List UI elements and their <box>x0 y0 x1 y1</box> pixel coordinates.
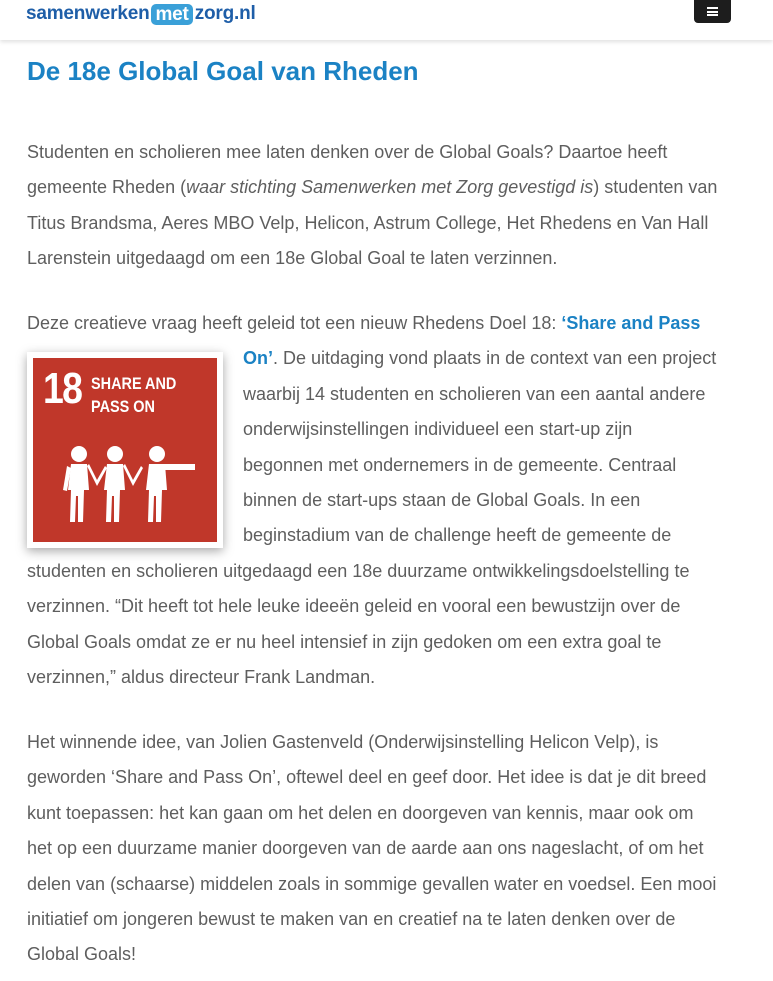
logo-part-met: met <box>151 4 192 25</box>
text-line: Larenstein uitgedaagd om een 18e Global Goal te laten verzinnen. <box>27 248 558 269</box>
site-logo[interactable] <box>26 3 256 25</box>
logo-part-zorg: zorg.nl <box>194 3 256 24</box>
text-line: delen van (schaarse) middelen zoals in sommige gevallen water en voedsel. Een mooi <box>27 873 717 894</box>
goal-18-image <box>27 352 223 548</box>
menu-button[interactable] <box>694 0 731 23</box>
text-line: verzinnen. “Dit heeft tot hele leuke ideeën geleid en vooral een bewustzijn over de <box>27 596 681 617</box>
text-line: kunt toepassen: het kan gaan om het delen en doorgeven van kennis, maar ook om <box>27 802 694 823</box>
paragraph-intro <box>27 135 747 277</box>
text-line: waarbij 14 studenten en scholieren van een aantal andere <box>243 383 706 404</box>
text-span: ) studenten van <box>593 177 718 198</box>
paragraph-winner <box>27 725 747 973</box>
goal-name-highlight: ‘Share and Pass <box>561 313 701 333</box>
text-span: gemeente Rheden ( <box>27 177 187 198</box>
logo-part-samenwerken: samenwerken <box>26 3 150 24</box>
italic-note: waar stichting Samenwerken met Zorg gevestigd is <box>186 177 594 198</box>
text-line: binnen de start-ups staan de Global Goals. In een <box>243 490 641 511</box>
text-line: begonnen met ondernemers in de gemeente. Centraal <box>243 454 677 475</box>
text-span: Deze creatieve vraag heeft geleid tot een nieuw Rhedens Doel 18: <box>27 313 562 333</box>
text-line: Titus Brandsma, Aeres MBO Velp, Helicon, Astrum College, Het Rhedens en Van Hall <box>27 212 709 233</box>
badge-number: 18 <box>43 364 82 413</box>
text-line: onderwijsinstellingen individueel een start-up zijn <box>243 419 633 440</box>
text-line: Global Goals! <box>27 944 137 965</box>
text-line <box>27 306 747 341</box>
article-title: De 18e Global Goal van Rheden <box>27 56 419 86</box>
site-header <box>0 0 773 40</box>
goal-name-highlight-end: On’ <box>243 348 273 369</box>
text-line: Global Goals omdat ze er nu heel intensief in zijn gedoken om een extra goal te <box>27 631 662 652</box>
text-line: Het winnende idee, van Jolien Gastenveld (Onderwijsinstelling Helicon Velp), is <box>27 732 659 752</box>
hamburger-icon <box>707 7 718 16</box>
badge-title-line: PASS ON <box>91 397 155 416</box>
text-line: Studenten en scholieren mee laten denken over de Global Goals? Daartoe heeft <box>27 142 668 162</box>
text-span: . De uitdaging vond plaats in de context van een project <box>273 348 717 369</box>
text-line <box>27 170 747 205</box>
text-line: het op een duurzame manier doorgeven van de aarde aan ons nageslacht, of om het <box>27 838 704 859</box>
text-line: initiatief om jongeren bewust te maken van en creatief na te laten denken over de <box>27 909 676 930</box>
text-line: geworden ‘Share and Pass On’, oftewel deel en geef door. Het idee is dat je dit breed <box>27 767 707 788</box>
text-line: beginstadium van de challenge heeft de gemeente de <box>243 525 672 546</box>
text-line: verzinnen,” aldus directeur Frank Landman. <box>27 667 376 688</box>
goal-18-badge <box>33 358 217 542</box>
three-people-icon <box>61 444 201 524</box>
badge-title-line: SHARE AND <box>91 374 177 393</box>
badge-title <box>91 372 176 418</box>
text-line: studenten en scholieren uitgedaagd een 18e duurzame ontwikkelingsdoelstelling te <box>27 560 690 581</box>
